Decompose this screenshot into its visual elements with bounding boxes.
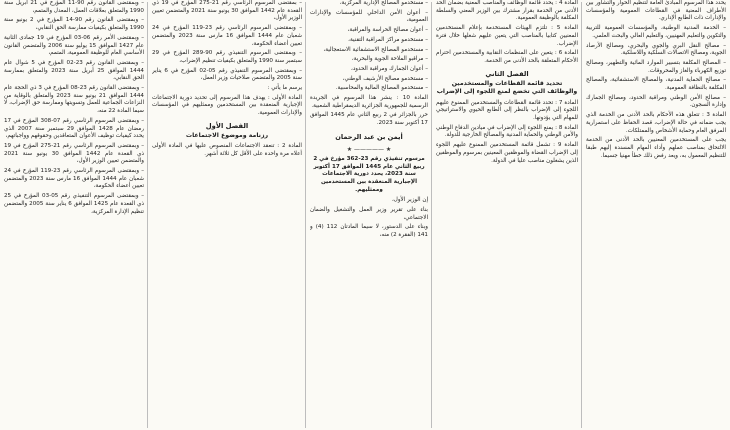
list-item: – وبمقتضى الأمر رقم 06-03 المؤرخ في 19 جمادى الثانية عام 1427 الموافق 15 يوليو سنة 2006 والمتضمن القانون الأساسي العام للوظيفة العمومية، المتمم، [4,35,144,58]
list-item: – مستخدمو المصالح المالية والمحاسبية. [310,85,428,93]
article-paragraph: المادة 4 : يحدد قائمة الوظائف والمناصب المعنية بضمان الحد الأدنى من الخدمة بقرار مشترك بين الوزير المعني والسلطة المكلفة بالوظيفة العمومية. [436,0,578,22]
list-item: – مستخدمو المصالح الاستشفائية الاستعجالية، [310,47,428,55]
list-item: – وبمقتضى المرسوم التنفيذي رقم 90-289 المؤرخ في 29 سبتمبر سنة 1990 والمتعلق بكيفيات تنظيم الإضراب، [152,50,302,65]
decree-title: مرسوم تنفيذي رقم 23-362 مؤرخ في 2 ربيع الثاني عام 1445 الموافق 17 أكتوبر سنة 2023، يحدد دورية الاجتماعات الإجبارية المنعقدة بين المستخدمين وممثليهم. [313,155,425,193]
list-item: – وبمقتضى المرسوم الرئاسي رقم 23-119 المؤرخ في 24 شعبان عام 1444 الموافق 16 مارس سنة 2023 والمتضمن تعيين أعضاء الحكومة، [4,168,144,191]
list-item: – مستخدمو المصالح الإدارية المركزية، [310,0,428,8]
list-item: – المصالح المكلفة بتسيير الموارد المائية والتطهير، ومصالح توزيع الكهرباء والغاز والمحروقات. [586,60,726,75]
list-item: – وبمقتضى القانون رقم 90-11 المؤرخ في 21 أبريل سنة 1990 والمتعلق بعلاقات العمل، المعدل والمتمم، [4,0,144,15]
list-item: – مصالح الأمن الوطني ومراقبة الحدود، ومصالح الجمارك وإدارة السجون. [586,95,726,110]
article-paragraph: المادة 3 : تتعلق هذه الأحكام بالحد الأدنى من الخدمة الذي يجب ضمانه في حالة الإضراب، قصد الحفاظ على استمرارية المرفق العام وحماية الأشخاص والممتلكات. [586,112,726,134]
article-paragraph: المادة 9 : تشمل قائمة المستخدمين الممنوع عليهم اللجوء إلى الإضراب القضاة والموظفين المعينين بمرسوم والموظفين الذين يشغلون مناصب عليا في الدولة. [436,142,578,164]
separator-stars: ★ ————— ★ [346,145,392,153]
column-divider [581,2,582,428]
article-paragraph: المادة 10 : ينشر هذا المرسوم في الجريدة الرسمية للجمهورية الجزائرية الديمقراطية الشعبية. [310,95,428,109]
column-5 [4,0,144,430]
list-item: – بمقتضى المرسوم الرئاسي رقم 21-275 المؤرخ في 19 ذي القعدة عام 1442 الموافق 30 يونيو سنة 2021 والمتضمن تعيين الوزير الأول، [152,0,302,23]
list-item: – أعوان مصالح الحراسة والمراقبة، [310,27,428,35]
paragraph: يجب على المستخدمين المعنيين بالحد الأدنى من الخدمة الالتحاق بمناصب عملهم وأداء المهام المسندة إليهم طبقا للتنظيم المعمول به، ويعد رفض ذلك خطأ مهنيا جسيما. [586,137,726,159]
list-item: – وبمقتضى المرسوم التنفيذي رقم 05-03 المؤرخ في 25 ذي القعدة عام 1425 الموافق 6 يناير سنة 2005 والمتضمن تنظيم الإدارة المركزية، [4,193,144,216]
column-4 [152,0,302,430]
signature: أيمن بن عبد الرحمان [335,132,403,141]
paragraph: بناء على تقرير وزير العمل والتشغيل والضمان الاجتماعي، [310,207,428,221]
chapter-heading: الفصل الثاني [485,69,529,78]
list-item: – مراقبو الملاحة الجوية والبحرية، [310,56,428,64]
paragraph: إن الوزير الأول، [391,197,428,204]
column-divider [305,2,306,428]
article-paragraph: المادة 2 : تنعقد الاجتماعات المنصوص عليها في المادة الأولى أعلاه مرة واحدة على الأقل كل ثلاثة أشهر. [152,143,302,158]
paragraph: يحدد هذا المرسوم المبادئ العامة لتنظيم الحوار والتشاور بين الأطراف المعنية في القطاعات العمومية والمؤسسات والإدارات ذات الطابع الإداري. [586,0,726,22]
paragraph: وبناء على الدستور، لا سيما المادتان 112 (4) و 141 (الفقرة 2) منه، [310,224,428,239]
list-item: – وبمقتضى المرسوم التنفيذي رقم 05-02 المؤرخ في 6 يناير سنة 2005 والمتضمن صلاحيات وزير العمل، [152,68,302,83]
paragraph: يرسم ما يأتي : [267,85,302,92]
section-heading: رزنامة وموضوع الاجتماعات [185,131,269,139]
list-item: – مصالح النقل البري والجوي والبحري، ومصالح الأرصاد الجوية، ومصالح الاتصالات السلكية واللاسلكية. [586,43,726,58]
list-item: – مصالح الحماية المدنية، والمصالح الاستشفائية، والمصالح المكلفة بالنظافة العمومية. [586,77,726,92]
list-item: – أعوان الأمن الداخلي للمؤسسات والإدارات العمومية، [310,10,428,25]
column-2 [436,0,578,430]
article-paragraph: المادة 7 : تحدد قائمة القطاعات والمستخدمين الممنوع عليهم اللجوء إلى الإضراب بالنظر إلى الطابع الحيوي والاستراتيجي للمهام التي يؤدونها. [436,99,578,122]
article-paragraph: المادة 6 : يتعين على المنظمات النقابية والمستخدمين احترام الأحكام المتعلقة بالحد الأدنى من الخدمة. [436,50,578,64]
column-divider [431,2,432,428]
article-paragraph: المادة 5 : تلتزم الهيئات المستخدمة بإعلام المستخدمين المعنيين كتابيا بالمناصب التي يتعين عليهم شغلها خلال فترة الإضراب. [436,25,578,47]
column-3 [310,0,428,430]
list-item: – الخدمة المدنية الوطنية، والمؤسسات العمومية للتربية والتكوين والتعليم المهنيين، والتعليم العالي والبحث العلمي. [586,25,726,40]
list-item: – وبمقتضى المرسوم الرئاسي رقم 21-275 المؤرخ في 19 ذي القعدة عام 1442 الموافق 30 يونيو سنة 2021 والمتضمن تعيين الوزير الأول، [4,143,144,166]
column-divider [147,2,148,428]
list-item: – وبمقتضى القانون رقم 23-08 المؤرخ في 3 ذي الحجة عام 1444 الموافق 21 يونيو سنة 2023 والمتعلق بالوقاية من النزاعات الجماعية للعمل وتسويتها وممارسة حق الإضراب، لا سيما المادة 22 منه، [4,85,144,116]
list-item: – وبمقتضى المرسوم الرئاسي رقم 07-308 المؤرخ في 17 رمضان عام 1428 الموافق 29 سبتمبر سنة 2007 الذي يحدد كيفيات توظيف الأعوان المتعاقدين وحقوقهم وواجباتهم، [4,118,144,141]
column-1 [586,0,726,430]
list-item: – وبمقتضى المرسوم الرئاسي رقم 23-119 المؤرخ في 24 شعبان عام 1444 الموافق 16 مارس سنة 2023 والمتضمن تعيين أعضاء الحكومة، [152,25,302,48]
list-item: – وبمقتضى القانون رقم 23-02 المؤرخ في 5 شوال عام 1444 الموافق 25 أبريل سنة 2023 والمتعلق بممارسة الحق النقابي، [4,60,144,83]
list-item: – أعوان الجمارك ومراقبة الحدود، [310,66,428,74]
article-paragraph: المادة 8 : يمنع اللجوء إلى الإضراب في ميادين الدفاع الوطني والأمن الوطني والحماية المدنية والمصالح الخارجية للدولة. [436,124,578,139]
decree-date: حرر بالجزائر في 2 ربيع الثاني عام 1445 الموافق 17 أكتوبر سنة 2023. [310,112,428,127]
section-heading: تحديد قائمة القطاعات والمستخدمين والوظائف التي تخضع لمنع اللجوء إلى الإضراب [436,79,578,96]
list-item: – وبمقتضى القانون رقم 90-14 المؤرخ في 2 يونيو سنة 1990 والمتعلق بكيفيات ممارسة الحق النقابي، [4,17,144,32]
chapter-heading: الفصل الأول [205,121,249,130]
list-item: – مستخدمو مراكز المراقبة التقنية، [310,37,428,45]
list-item: – مستخدمو مصالح الأرشيف الوطني، [310,76,428,84]
article-paragraph: المادة الأولى : يهدف هذا المرسوم إلى تحديد دورية الاجتماعات الإجبارية المنعقدة بين المستخدمين وممثليهم في المؤسسات والإدارات العمومية. [152,94,302,117]
